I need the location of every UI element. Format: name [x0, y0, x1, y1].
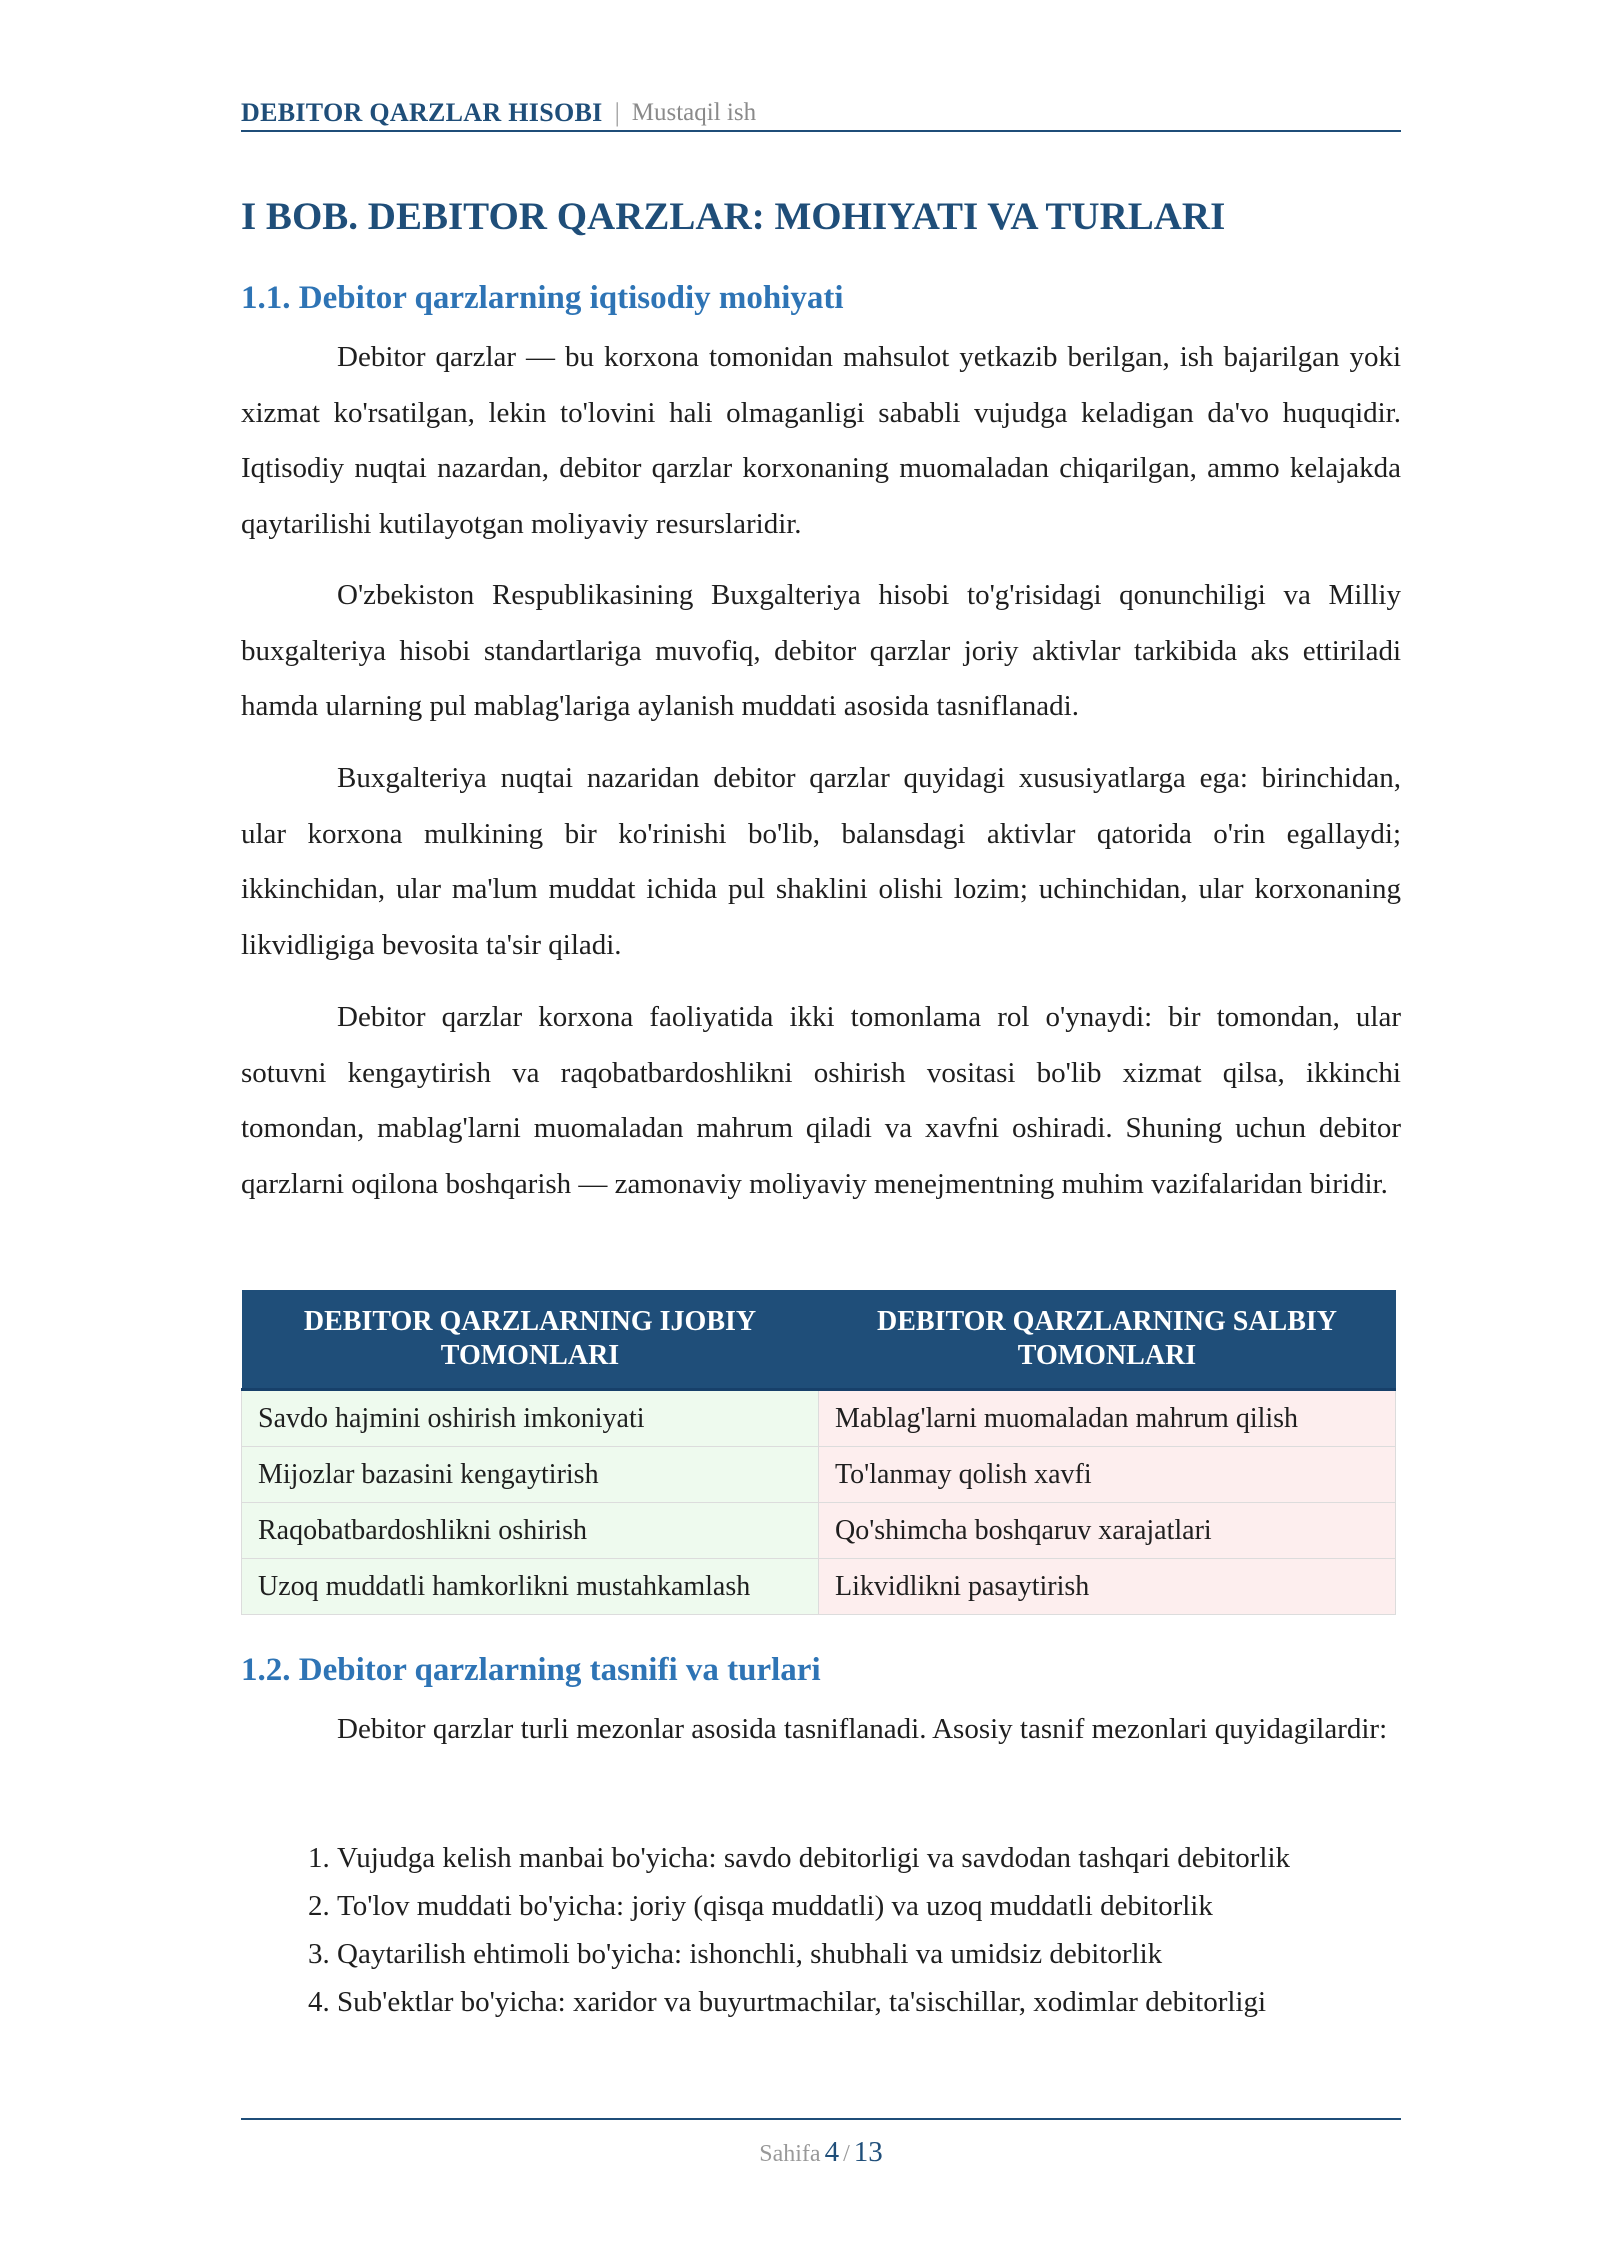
paragraph: Debitor qarzlar turli mezonlar asosida tasniflanadi. Asosiy tasnif mezonlari quyidagilardir:	[337, 1713, 1388, 1745]
table-row	[242, 1447, 1396, 1503]
table-cell-positive: Uzoq muddatli hamkorlikni mustahkamlash	[242, 1559, 819, 1615]
table-cell-positive: Mijozlar bazasini kengaytirish	[242, 1447, 819, 1503]
table-header-negative: DEBITOR QARZLARNING SALBIY TOMONLARI	[819, 1290, 1396, 1390]
table-row	[242, 1559, 1396, 1615]
header-subtitle: Mustaqil ish	[631, 99, 757, 126]
paragraph: O'zbekiston Respublikasining Buxgalteriya hisobi to'g'risidagi qonunchiligi va Milliy buxgalteriya hisobi standartlariga muvofiq, debitor qarzlar joriy aktivlar tarkibida aks ettiriladi hamda ularning pul mablag'lariga aylanish muddati asosida tasniflanadi.	[241, 579, 1401, 722]
classification-criteria-list	[241, 1834, 1401, 2026]
document-page	[241, 0, 1401, 2262]
section-heading-1-2: 1.2. Debitor qarzlarning tasnifi va turlari	[241, 1652, 821, 1688]
page-footer	[241, 2118, 1401, 2169]
header-separator: |	[614, 98, 620, 127]
chapter-title: I BOB. DEBITOR QARZLAR: MOHIYATI VA TURLARI	[241, 195, 1226, 238]
running-header	[241, 96, 1401, 132]
table-cell-negative: Mablag'larni muomaladan mahrum qilish	[819, 1390, 1396, 1447]
footer-separator: /	[843, 2141, 850, 2167]
table-cell-positive: Raqobatbardoshlikni oshirish	[242, 1503, 819, 1559]
pros-cons-table	[241, 1290, 1396, 1615]
section-heading-1-1: 1.1. Debitor qarzlarning iqtisodiy mohiyati	[241, 280, 844, 316]
table-row	[242, 1390, 1396, 1447]
list-item: 1. Vujudga kelish manbai bo'yicha: savdo debitorligi va savdodan tashqari debitorlik	[337, 1834, 1401, 1882]
table-header-positive: DEBITOR QARZLARNING IJOBIY TOMONLARI	[242, 1290, 819, 1390]
footer-page-label: Sahifa	[759, 2141, 821, 2167]
table-row	[242, 1503, 1396, 1559]
list-item: 4. Sub'ektlar bo'yicha: xaridor va buyurtmachilar, ta'sischillar, xodimlar debitorligi	[337, 1978, 1401, 2026]
paragraph: Debitor qarzlar korxona faoliyatida ikki tomonlama rol o'ynaydi: bir tomondan, ular sotuvni kengaytirish va raqobatbardoshlikni oshirish vositasi bo'lib xizmat qilsa, ikkinchi tomondan, mablag'larni muomaladan mahrum qiladi va xavfni oshiradi. Shuning uchun debitor qarzlarni oqilona boshqarish — zamonaviy moliyaviy menejmentning muhim vazifalaridan biridir.	[241, 1001, 1401, 1200]
footer-current-page: 4	[824, 2136, 840, 2168]
table-header-row	[242, 1290, 1396, 1390]
list-item: 3. Qaytarilish ehtimoli bo'yicha: ishonchli, shubhali va umidsiz debitorlik	[337, 1930, 1401, 1978]
footer-total-pages: 13	[853, 2136, 883, 2168]
table-cell-negative: Likvidlikni pasaytirish	[819, 1559, 1396, 1615]
paragraph: Buxgalteriya nuqtai nazaridan debitor qarzlar quyidagi xususiyatlarga ega: birinchidan, ular korxona mulkining bir ko'rinishi bo'lib, balansdagi aktivlar qatorida o'rin egallaydi; ikkinchidan, ular ma'lum muddat ichida pul shaklini olishi lozim; uchinchidan, ular korxonaning likvidligiga bevosita ta'sir qiladi.	[241, 762, 1401, 961]
table-cell-positive: Savdo hajmini oshirish imkoniyati	[242, 1390, 819, 1447]
header-title: DEBITOR QARZLAR HISOBI	[241, 98, 603, 127]
table-cell-negative: To'lanmay qolish xavfi	[819, 1447, 1396, 1503]
table-cell-negative: Qo'shimcha boshqaruv xarajatlari	[819, 1503, 1396, 1559]
paragraph: Debitor qarzlar — bu korxona tomonidan mahsulot yetkazib berilgan, ish bajarilgan yoki xizmat ko'rsatilgan, lekin to'lovini hali olmaganligi sababli vujudga keladigan da'vo huquqidir. Iqtisodiy nuqtai nazardan, debitor qarzlar korxonaning muomaladan chiqarilgan, ammo kelajakda qaytarilishi kutilayotgan moliyaviy resurslaridir.	[241, 341, 1401, 540]
list-item: 2. To'lov muddati bo'yicha: joriy (qisqa muddatli) va uzoq muddatli debitorlik	[337, 1882, 1401, 1930]
